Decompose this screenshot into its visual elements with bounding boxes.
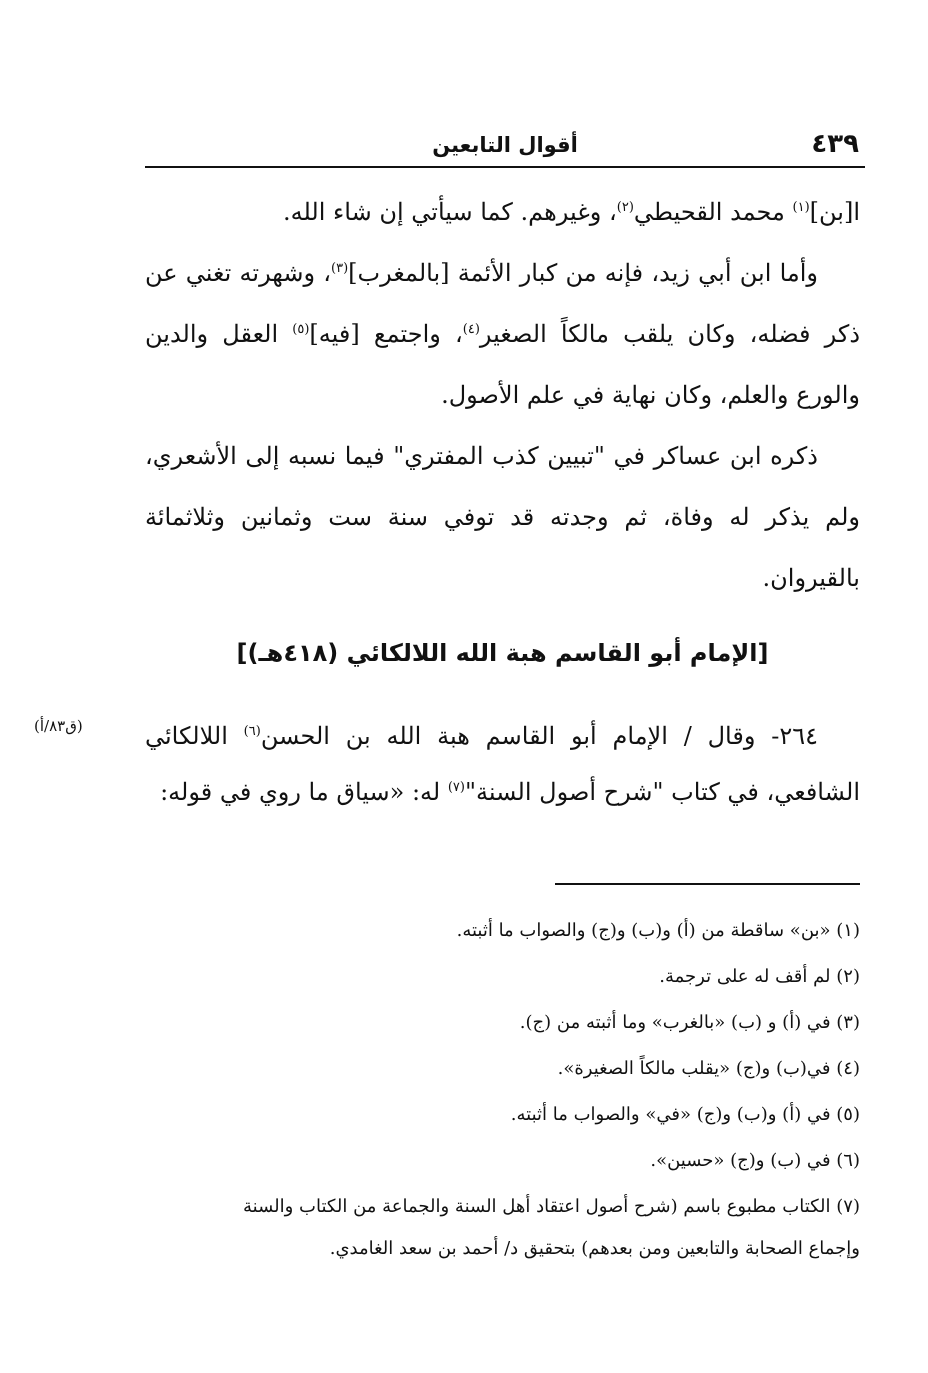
footnote-3: (٣) في (أ) و (ب) «بالغرب» وما أثبته من (ج). — [519, 1012, 860, 1033]
paragraph-1 — [145, 182, 860, 243]
text-run: ، واجتمع [فيه] — [309, 320, 463, 348]
running-header — [145, 128, 865, 164]
footnote-ref-7: (٧) — [447, 780, 465, 795]
main-text — [145, 182, 860, 609]
footnotes — [145, 908, 860, 1272]
footnote-7: (٧) الكتاب مطبوع باسم (شرح أصول اعتقاد أهل السنة والجماعة من الكتاب والسنة — [243, 1196, 860, 1217]
footnote-ref-4: (٤) — [462, 322, 480, 337]
entry-paragraph — [145, 708, 860, 820]
footnote-rule — [555, 883, 860, 885]
footnote-6: (٦) في (ب) و(ج) «حسين». — [650, 1150, 860, 1171]
footnote-ref-1: (١) — [792, 200, 810, 215]
text-run: له: «سياق ما روي في قوله: — [160, 778, 448, 806]
text-run: ، وغيرهم. كما سيأتي إن شاء الله. — [282, 198, 617, 226]
footnote-7-continuation: وإجماع الصحابة والتابعين ومن بعدهم) بتحقيق د/ أحمد بن سعد الغامدي. — [329, 1238, 860, 1259]
text-run: ٢٦٤- وقال / الإمام أبو القاسم هبة الله بن الحسن — [260, 722, 818, 750]
numbered-entry — [145, 708, 860, 820]
running-title: أقوال التابعين — [432, 133, 578, 157]
footnote-5: (٥) في (أ) و(ب) و(ج) «في» والصواب ما أثبته. — [510, 1104, 860, 1125]
footnote-ref-5: (٥) — [292, 322, 310, 337]
text-run: ا[بن] — [809, 198, 860, 226]
header-rule — [145, 166, 865, 168]
manuscript-folio-note: (ق٨٣/أ) — [34, 717, 83, 735]
footnote-ref-3: (٣) — [331, 261, 349, 276]
page-number: ٤٣٩ — [811, 129, 859, 159]
text-run: اللالكائي الشافعي، في كتاب "شرح أصول السنة" — [145, 722, 860, 806]
text-run: العقل والدين والورع والعلم، وكان نهاية في علم الأصول. — [145, 320, 860, 409]
footnote-ref-2: (٢) — [616, 200, 634, 215]
footnote-4: (٤) في(ب) و(ج) «يقلب مالكاً الصغيرة». — [557, 1058, 860, 1079]
section-heading: [الإمام أبو القاسم هبة الله اللالكائي (٤١٨هـ)] — [236, 639, 769, 667]
text-run: محمد القحيطي — [633, 198, 793, 226]
text-run: ، وشهرته تغني عن ذكر فضله، وكان يلقب مالكاً الصغير — [145, 259, 860, 348]
footnote-1: (١) «بن» ساقطة من (أ) و(ب) و(ج) والصواب ما أثبته. — [456, 920, 860, 941]
text-run: وأما ابن أبي زيد، فإنه من كبار الأئمة [بالمغرب] — [348, 259, 818, 287]
paragraph-2 — [145, 243, 860, 426]
footnote-2: (٢) لم أقف له على ترجمة. — [659, 966, 860, 987]
paragraph-3: ذكره ابن عساكر في "تبيين كذب المفتري" فيما نسبه إلى الأشعري، ولم يذكر له وفاة، ثم وجدته قد توفي سنة ست وثمانين وثلاثمائة بالقيروان. — [145, 442, 860, 592]
footnote-ref-6: (٦) — [243, 724, 261, 739]
